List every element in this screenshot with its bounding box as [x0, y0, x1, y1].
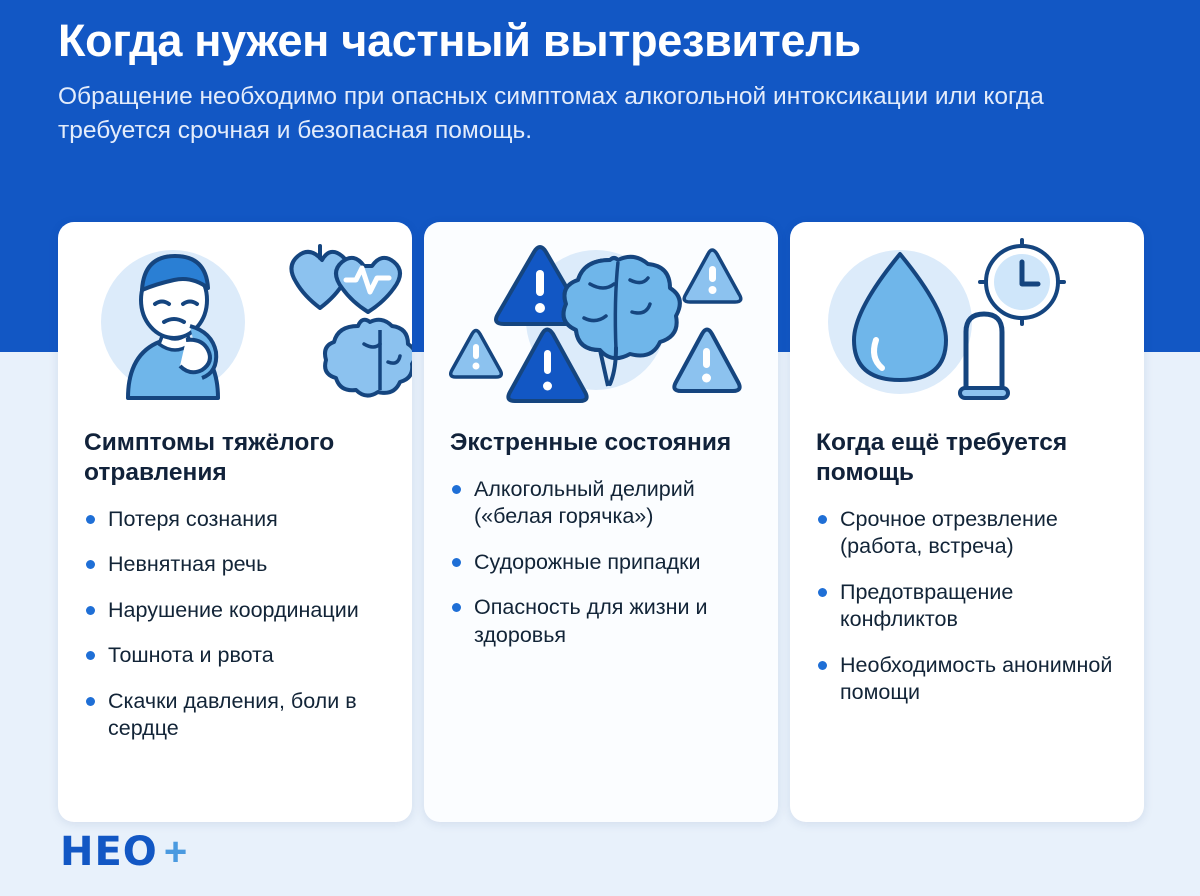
warning-triangle-icon: [684, 250, 741, 302]
list-item: Невнятная речь: [84, 551, 390, 579]
list-item: Опасность для жизни и здоровья: [450, 594, 756, 649]
logo-plus-icon: +: [163, 830, 188, 874]
list-item: Необходимость анонимной помощи: [816, 652, 1122, 707]
list-item: Нарушение координации: [84, 597, 390, 625]
header: [58, 16, 1158, 148]
heartbeat-icon: [336, 258, 400, 312]
list-item: Потеря сознания: [84, 506, 390, 534]
list-item: Алкогольный делирий («белая горячка»): [450, 476, 756, 531]
card-illustration-severe-poisoning: [58, 222, 412, 418]
card-severe-poisoning: [58, 222, 412, 822]
page-subtitle: Обращение необходимо при опасных симптомах алкогольной интоксикации или когда требуется срочная и безопасная помощь.: [58, 83, 1044, 145]
brand-logo: [60, 829, 188, 875]
card-illustration-when-else: [790, 222, 1144, 418]
list-item: Предотвращение конфликтов: [816, 579, 1122, 634]
card-list: [58, 506, 412, 743]
card-title: Когда ещё требуется помощь: [816, 429, 1068, 486]
clock-icon: [980, 240, 1064, 324]
card-list: [424, 476, 778, 650]
warning-triangle-icon: [451, 331, 502, 378]
warning-triangle-icon: [674, 330, 739, 392]
card-illustration-emergency-states: [424, 222, 778, 418]
brain-icon: [325, 320, 412, 396]
cards-container: [58, 222, 1144, 822]
card-title: Симптомы тяжёлого отравления: [84, 429, 335, 486]
illustration-svg: [424, 222, 778, 418]
list-item: Судорожные припадки: [450, 549, 756, 577]
card-when-else-help-needed: [790, 222, 1144, 822]
page-title: Когда нужен частный вытрезвитель: [58, 15, 861, 66]
list-item: Срочное отрезвление (работа, встреча): [816, 506, 1122, 561]
list-item: Скачки давления, боли в сердце: [84, 688, 390, 743]
card-list: [790, 506, 1144, 707]
card-emergency-states: [424, 222, 778, 822]
logo-text: НЕО: [60, 829, 158, 875]
card-title: Экстренные состояния: [450, 429, 732, 456]
list-item: Тошнота и рвота: [84, 642, 390, 670]
illustration-svg: [58, 222, 412, 418]
illustration-svg: [790, 222, 1144, 418]
